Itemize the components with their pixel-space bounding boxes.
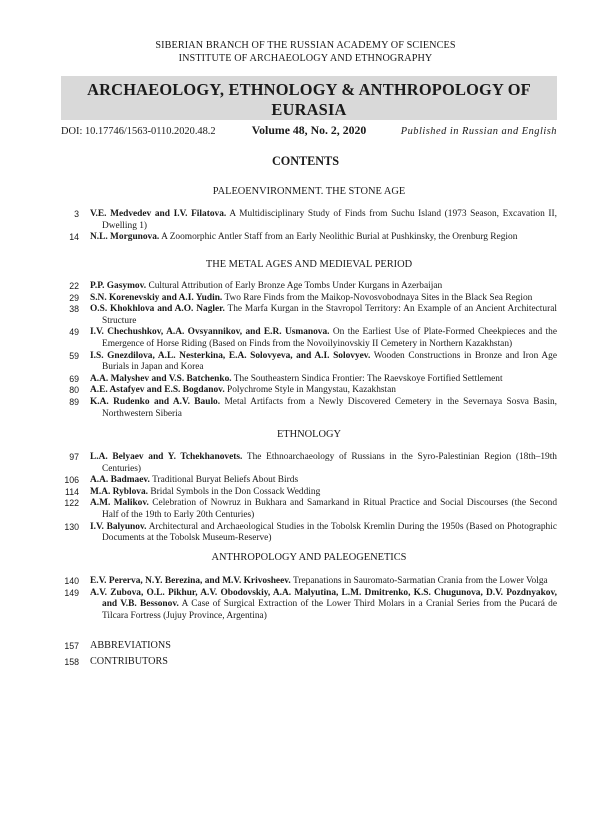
entry-authors: A.M. Malikov. [90, 498, 149, 509]
section-title: ANTHROPOLOGY AND PALEOGENETICS [211, 552, 407, 563]
entry-title: Traditional Buryat Beliefs About Birds [152, 475, 299, 486]
entry-authors: I.S. Gnezdilova, A.L. Nesterkina, E.A. Solovyeva, and A.I. Solovyev. [90, 350, 371, 361]
entry-page: 80 [69, 385, 79, 396]
toc-entry[interactable] [61, 397, 557, 420]
entry-page: 59 [69, 350, 79, 361]
entry-authors: L.A. Belyaev and Y. Tchekhanovets. [90, 452, 243, 462]
toc-entry[interactable] [61, 351, 557, 374]
entry-page: 149 [64, 587, 79, 598]
entry-title: Cultural Attribution of Early Bronze Age Tombs Under Kurgans in Azerbaijan [148, 281, 443, 291]
entry-title: The Marfa Kurgan in the Stavropol Territory: An Example of an Ancient Architectural Structure [102, 304, 557, 326]
toc-entry-abbreviations[interactable] [61, 639, 557, 652]
section-title: ETHNOLOGY [276, 429, 342, 440]
entry-title: Polychrome Style in Mangystau, Kazakhstan [227, 385, 396, 396]
entry-title: The Ethnoarchaeology of Russians in the Syro-Palestinian Region (18th–19th Centuries) [102, 452, 557, 474]
toc-section-anthropology [61, 552, 557, 622]
entry-authors: I.V. Chechushkov, A.A. Ovsyannikov, and E.R. Usmanova. [90, 327, 330, 338]
published-note: Published in Russian and English [400, 126, 557, 137]
entry-label: ABBREVIATIONS [90, 640, 171, 651]
entry-page: 38 [69, 304, 79, 315]
entry-page: 140 [64, 576, 79, 586]
toc-entry[interactable] [61, 232, 557, 244]
toc-section-metal-ages [61, 259, 557, 420]
entry-label: CONTRIBUTORS [90, 656, 168, 667]
toc-entry[interactable] [61, 487, 557, 499]
entry-authors: M.A. Ryblova. [90, 486, 149, 497]
entry-authors: A.A. Malyshev and V.S. Batchenko. [90, 373, 232, 384]
toc-back-matter [61, 639, 557, 668]
toc-entry[interactable] [61, 385, 557, 397]
toc-entry[interactable] [61, 498, 557, 521]
entry-page: 49 [69, 327, 79, 338]
toc-entry-contributors[interactable] [61, 655, 557, 668]
volume-label: Volume 48, No. 2, 2020 [251, 123, 367, 137]
toc-entry[interactable] [61, 452, 557, 475]
entry-authors: O.S. Khokhlova and A.O. Nagler. [90, 304, 225, 315]
entry-authors: N.L. Morgunova. [90, 232, 160, 243]
entry-title: Metal Artifacts from a Newly Discovered Cemetery in the Severnaya Sosva Basin, Northwestern Siberia [102, 396, 558, 419]
entry-page: 97 [69, 452, 79, 462]
entry-authors: S.N. Korenevskiy and A.I. Yudin. [90, 292, 223, 303]
toc-entry[interactable] [61, 327, 557, 350]
entry-authors: P.P. Gasymov. [90, 281, 147, 291]
entry-title: Celebration of Nowruz in Bukhara and Samarkand in Ritual Practice and Social Discourses (the Second Half of the 19th to Early 20th Centuries) [102, 498, 558, 520]
toc-entry[interactable] [61, 522, 557, 545]
entry-title: A Zoomorphic Antler Staff from an Early Neolithic Burial at Pushkinsky, the Orenburg Region [161, 232, 518, 243]
entry-title: A Case of Surgical Extraction of the Lower Third Molars in a Cranial Series from the Pucará de Tilcara Fortress (Jujuy Province, Argentina) [102, 599, 558, 621]
entry-authors: A.V. Zubova, O.L. Pikhur, A.V. Obodovskiy, A.A. Malyutina, L.M. Dmitrenko, K.S. Chugunova, D.V. Pozdnyakov, and V.B. Bessonov. [90, 587, 557, 610]
toc-entry[interactable] [61, 281, 557, 293]
toc-entry[interactable] [61, 576, 557, 588]
toc-entry[interactable] [61, 293, 557, 305]
section-title: THE METAL AGES AND MEDIEVAL PERIOD [205, 259, 413, 270]
toc-section-ethnology [61, 429, 557, 545]
toc-entry[interactable] [61, 209, 557, 232]
entry-authors: V.E. Medvedev and I.V. Filatova. [90, 209, 227, 219]
entry-title: The Southeastern Sindica Frontier: The Raevskoye Fortified Settlement [233, 373, 503, 384]
entry-authors: I.V. Balyunov. [90, 521, 147, 532]
entry-page: 158 [64, 657, 79, 667]
contents-title: CONTENTS [271, 154, 340, 168]
toc-section-stone-age [61, 186, 557, 244]
entry-page: 69 [69, 373, 79, 384]
entry-authors: A.A. Badmaev. [90, 475, 150, 486]
entry-page: 29 [69, 292, 79, 303]
toc-entry[interactable] [61, 475, 557, 487]
publisher-line-1: SIBERIAN BRANCH OF THE RUSSIAN ACADEMY OF SCIENCES [155, 40, 456, 51]
toc-entry[interactable] [61, 304, 557, 327]
publisher-line-2: INSTITUTE OF ARCHAEOLOGY AND ETHNOGRAPHY [178, 52, 433, 64]
entry-page: 122 [64, 498, 79, 509]
entry-page: 130 [64, 521, 79, 532]
entry-authors: E.V. Pererva, N.Y. Berezina, and M.V. Krivosheev. [90, 576, 291, 586]
entry-title: A Multidisciplinary Study of Finds from Suchu Island (1973 Season, Excavation II, Dwelling 1) [102, 209, 557, 231]
toc-entry[interactable] [61, 374, 557, 386]
entry-page: 157 [64, 641, 79, 651]
entry-title: Two Rare Finds from the Maikop-Novosvobodnaya Sites in the Black Sea Region [224, 292, 533, 303]
doi-line [61, 126, 557, 137]
entry-authors: K.A. Rudenko and A.V. Baulo. [90, 396, 221, 407]
entry-title: Architectural and Archaeological Studies in the Tobolsk Kremlin During the 1950s (Based on Photographic Documents at the Tobolsk Museum-Reserve) [102, 521, 558, 544]
entry-title: Wooden Constructions in Bronze and Iron Age Burials in Japan and Korea [102, 350, 557, 373]
entry-title: Trepanations in Sauromato-Sarmatian Crania from the Lower Volga [292, 576, 548, 586]
entry-page: 3 [74, 209, 79, 219]
entry-page: 14 [69, 232, 79, 243]
entry-title: On the Earliest Use of Plate-Formed Cheekpieces and the Emergence of Horse Riding (Based on Finds from the Novoilyinovskiy II Cemetery in Northern Kazakhstan) [102, 327, 558, 349]
toc-entry[interactable] [61, 588, 557, 623]
doi: DOI: 10.17746/1563-0110.2020.48.2 [61, 126, 216, 137]
entry-page: 22 [69, 281, 79, 291]
entry-page: 89 [69, 396, 79, 407]
journal-title: ARCHAEOLOGY, ETHNOLOGY & ANTHROPOLOGY OF EURASIA [87, 80, 531, 119]
entry-title: Bridal Symbols in the Don Cossack Wedding [150, 486, 321, 497]
entry-authors: A.E. Astafyev and E.S. Bogdanov. [90, 385, 225, 396]
entry-page: 114 [64, 486, 79, 497]
publisher-header [0, 40, 611, 65]
section-title: PALEOENVIRONMENT. THE STONE AGE [212, 186, 406, 197]
entry-page: 106 [64, 475, 79, 486]
